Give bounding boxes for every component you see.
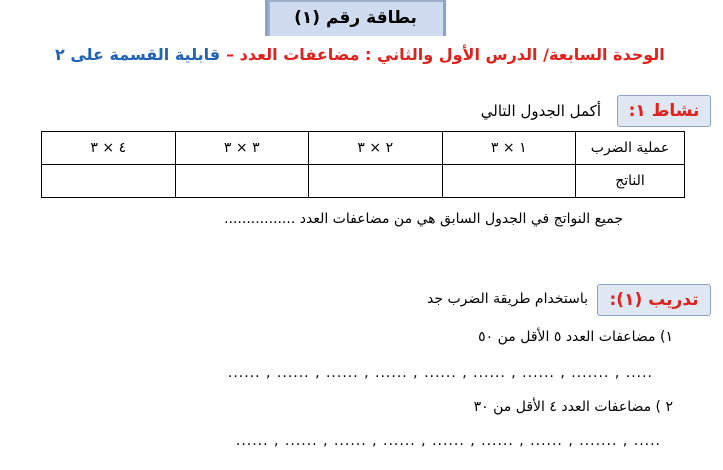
- row-label-result: الناتج: [576, 165, 685, 198]
- activity-tag: نشاط ١:: [617, 95, 711, 127]
- training-instruction: باستخدام طريقة الضرب جد: [427, 291, 588, 307]
- row-label-multiplication: عملية الضرب: [576, 132, 685, 165]
- answer-cell[interactable]: [42, 165, 176, 198]
- table-cell: ٤ × ٣: [42, 132, 176, 165]
- answer-cell[interactable]: [442, 165, 576, 198]
- table-cell: ٢ × ٣: [309, 132, 443, 165]
- question-2: ٢ ) مضاعفات العدد ٤ الأقل من ٣٠: [473, 399, 673, 415]
- table-row: [42, 165, 685, 198]
- table-cell: ٣ × ٣: [175, 132, 309, 165]
- activity-instruction: أكمل الجدول التالي: [480, 102, 601, 120]
- answer-cell[interactable]: [175, 165, 309, 198]
- table-cell: ١ × ٣: [442, 132, 576, 165]
- multiplication-table: [41, 131, 685, 198]
- question-2-answer[interactable]: ..... , ....... , ...... , ...... , ...... , ...... , ...... , ...... , ......: [235, 433, 661, 449]
- unit-heading-red: الوحدة السابعة/ الدرس الأول والثاني : مضاعفات العدد –: [226, 44, 665, 64]
- card-title: بطاقة رقم (١): [265, 0, 446, 36]
- unit-heading: [55, 40, 667, 68]
- question-1: ١) مضاعفات العدد ٥ الأقل من ٥٠: [478, 329, 673, 345]
- unit-heading-blue: قابلية القسمة على ٢: [55, 44, 221, 64]
- answer-cell[interactable]: [309, 165, 443, 198]
- table-row: [42, 132, 685, 165]
- training-tag: تدريب (١):: [597, 284, 711, 316]
- activity-conclusion: جميع النواتج في الجدول السابق هي من مضاعفات العدد ................: [224, 211, 623, 227]
- question-1-answer[interactable]: ..... , ....... , ...... , ...... , ...... , ...... , ...... , ...... , ......: [227, 365, 653, 381]
